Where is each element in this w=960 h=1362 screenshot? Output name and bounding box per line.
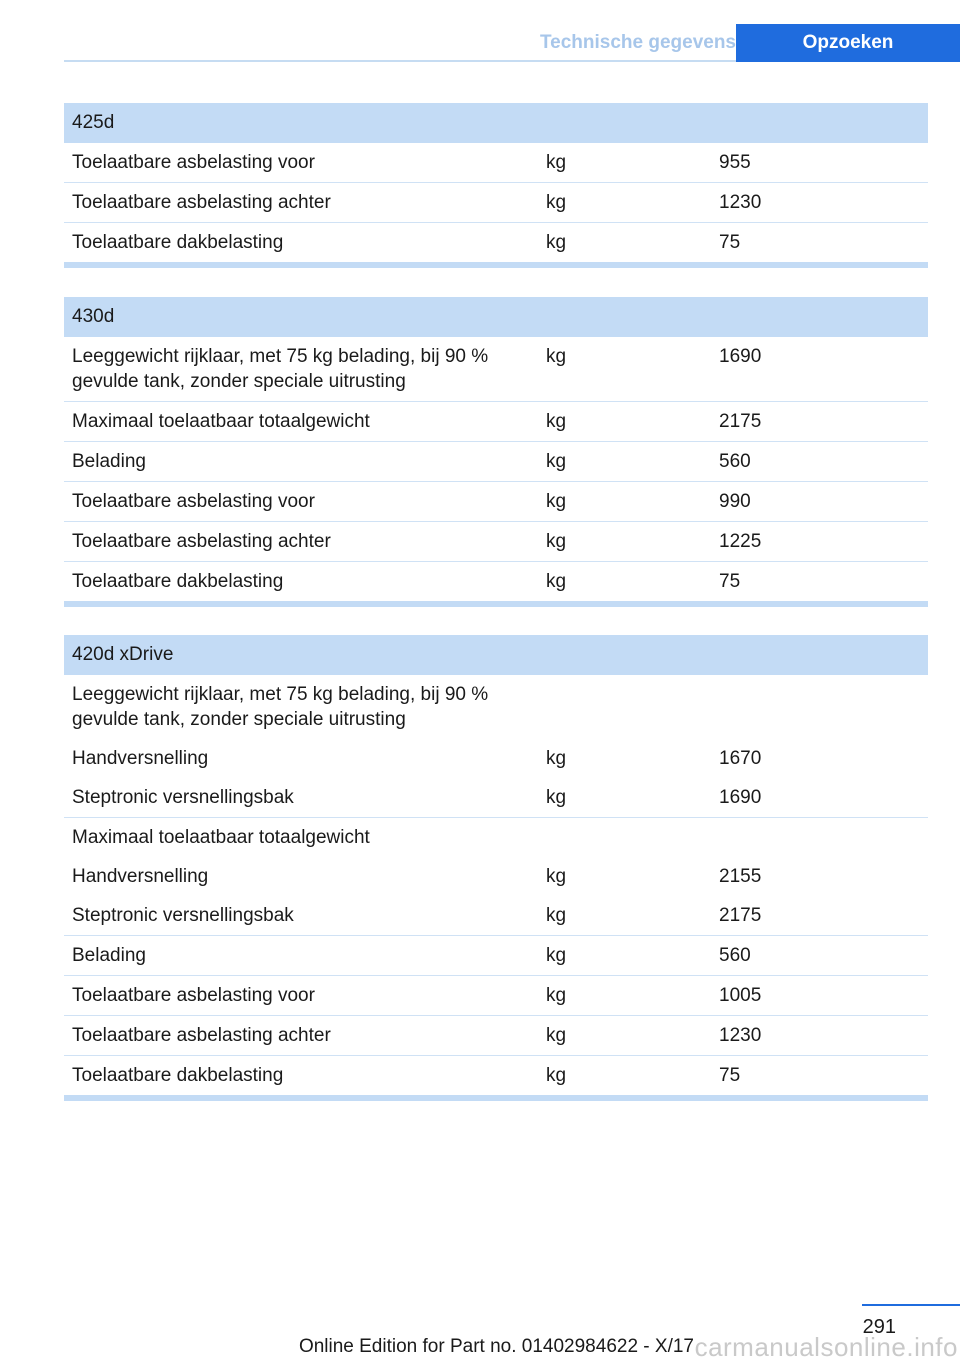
row-label: Belading xyxy=(72,945,146,966)
row-value: 1670 xyxy=(719,748,762,769)
table-row xyxy=(64,183,928,223)
row-value: 75 xyxy=(719,1065,741,1086)
row-unit: kg xyxy=(546,571,567,592)
table-row xyxy=(64,739,928,778)
row-value: 1230 xyxy=(719,192,762,213)
table-row xyxy=(64,562,928,607)
page-number: 291 xyxy=(862,1316,896,1338)
table-row xyxy=(64,936,928,976)
row-unit: kg xyxy=(546,346,567,367)
section-title: Technische gegevens xyxy=(539,32,736,53)
table-row xyxy=(64,896,928,936)
row-label: Handversnelling xyxy=(72,748,209,769)
footer-divider xyxy=(862,1304,960,1306)
row-label: Belading xyxy=(72,451,146,472)
row-value: 75 xyxy=(719,232,741,253)
row-value: 560 xyxy=(719,945,751,966)
table-row xyxy=(64,857,928,896)
row-unit: kg xyxy=(546,1025,567,1046)
row-unit: kg xyxy=(546,945,567,966)
row-unit: kg xyxy=(546,905,567,926)
row-value: 1230 xyxy=(719,1025,762,1046)
row-label: Toelaatbare asbelasting achter xyxy=(72,531,331,552)
row-unit: kg xyxy=(546,985,567,1006)
row-value: 2175 xyxy=(719,411,762,432)
table-row xyxy=(64,976,928,1016)
row-unit: kg xyxy=(546,152,567,173)
row-value: 990 xyxy=(719,491,751,512)
row-value: 1225 xyxy=(719,531,762,552)
row-label: Toelaatbare dakbelasting xyxy=(72,1065,284,1086)
row-unit: kg xyxy=(546,411,567,432)
row-label: Steptronic versnellingsbak xyxy=(72,905,294,926)
row-label: Toelaatbare asbelasting achter xyxy=(72,1025,331,1046)
table-row xyxy=(64,1056,928,1101)
row-label: Maximaal toelaatbaar totaalgewicht xyxy=(72,411,370,432)
row-unit: kg xyxy=(546,748,567,769)
row-value: 1005 xyxy=(719,985,762,1006)
table-title: 425d xyxy=(64,103,928,143)
row-label: Toelaatbare dakbelasting xyxy=(72,571,284,592)
row-label: Leeggewicht rijklaar, met 75 kg belading, bij 90 % gevulde tank, zonder speciale uitrusting xyxy=(72,684,489,730)
watermark: carmanualsonline.info xyxy=(694,1332,958,1362)
row-label: Handversnelling xyxy=(72,866,209,887)
spec-table-420d-xdrive xyxy=(64,635,928,1101)
spec-table-425d xyxy=(64,103,928,268)
row-label: Toelaatbare asbelasting achter xyxy=(72,192,331,213)
table-row xyxy=(64,402,928,442)
spec-table-430d xyxy=(64,297,928,607)
table-row xyxy=(64,337,928,402)
row-value: 955 xyxy=(719,152,751,173)
table-row xyxy=(64,143,928,183)
row-label: Steptronic versnellingsbak xyxy=(72,787,294,808)
row-label: Leeggewicht rijklaar, met 75 kg belading, bij 90 % gevulde tank, zonder speciale uitrusting xyxy=(72,346,489,392)
row-label: Toelaatbare dakbelasting xyxy=(72,232,284,253)
row-value: 1690 xyxy=(719,346,762,367)
section-tab: Opzoeken xyxy=(736,24,960,62)
row-label: Maximaal toelaatbaar totaalgewicht xyxy=(72,827,370,848)
edition-note: Online Edition for Part no. 01402984622 - X/17 xyxy=(298,1336,694,1357)
row-unit: kg xyxy=(546,232,567,253)
row-label: Toelaatbare asbelasting voor xyxy=(72,152,315,173)
table-row xyxy=(64,442,928,482)
table-row xyxy=(64,522,928,562)
row-value: 2155 xyxy=(719,866,762,887)
row-unit: kg xyxy=(546,531,567,552)
table-row xyxy=(64,778,928,818)
row-value: 2175 xyxy=(719,905,762,926)
row-unit: kg xyxy=(546,787,567,808)
table-title: 430d xyxy=(64,297,928,337)
row-value: 560 xyxy=(719,451,751,472)
row-label: Toelaatbare asbelasting voor xyxy=(72,491,315,512)
table-row xyxy=(64,1016,928,1056)
table-row xyxy=(64,223,928,268)
table-row xyxy=(64,675,928,739)
row-unit: kg xyxy=(546,866,567,887)
row-unit: kg xyxy=(546,491,567,512)
page-header xyxy=(64,24,960,62)
row-label: Toelaatbare asbelasting voor xyxy=(72,985,315,1006)
table-row xyxy=(64,482,928,522)
row-value: 1690 xyxy=(719,787,762,808)
row-unit: kg xyxy=(546,192,567,213)
table-row xyxy=(64,818,928,857)
row-unit: kg xyxy=(546,1065,567,1086)
row-value: 75 xyxy=(719,571,741,592)
row-unit: kg xyxy=(546,451,567,472)
table-title: 420d xDrive xyxy=(64,635,928,675)
